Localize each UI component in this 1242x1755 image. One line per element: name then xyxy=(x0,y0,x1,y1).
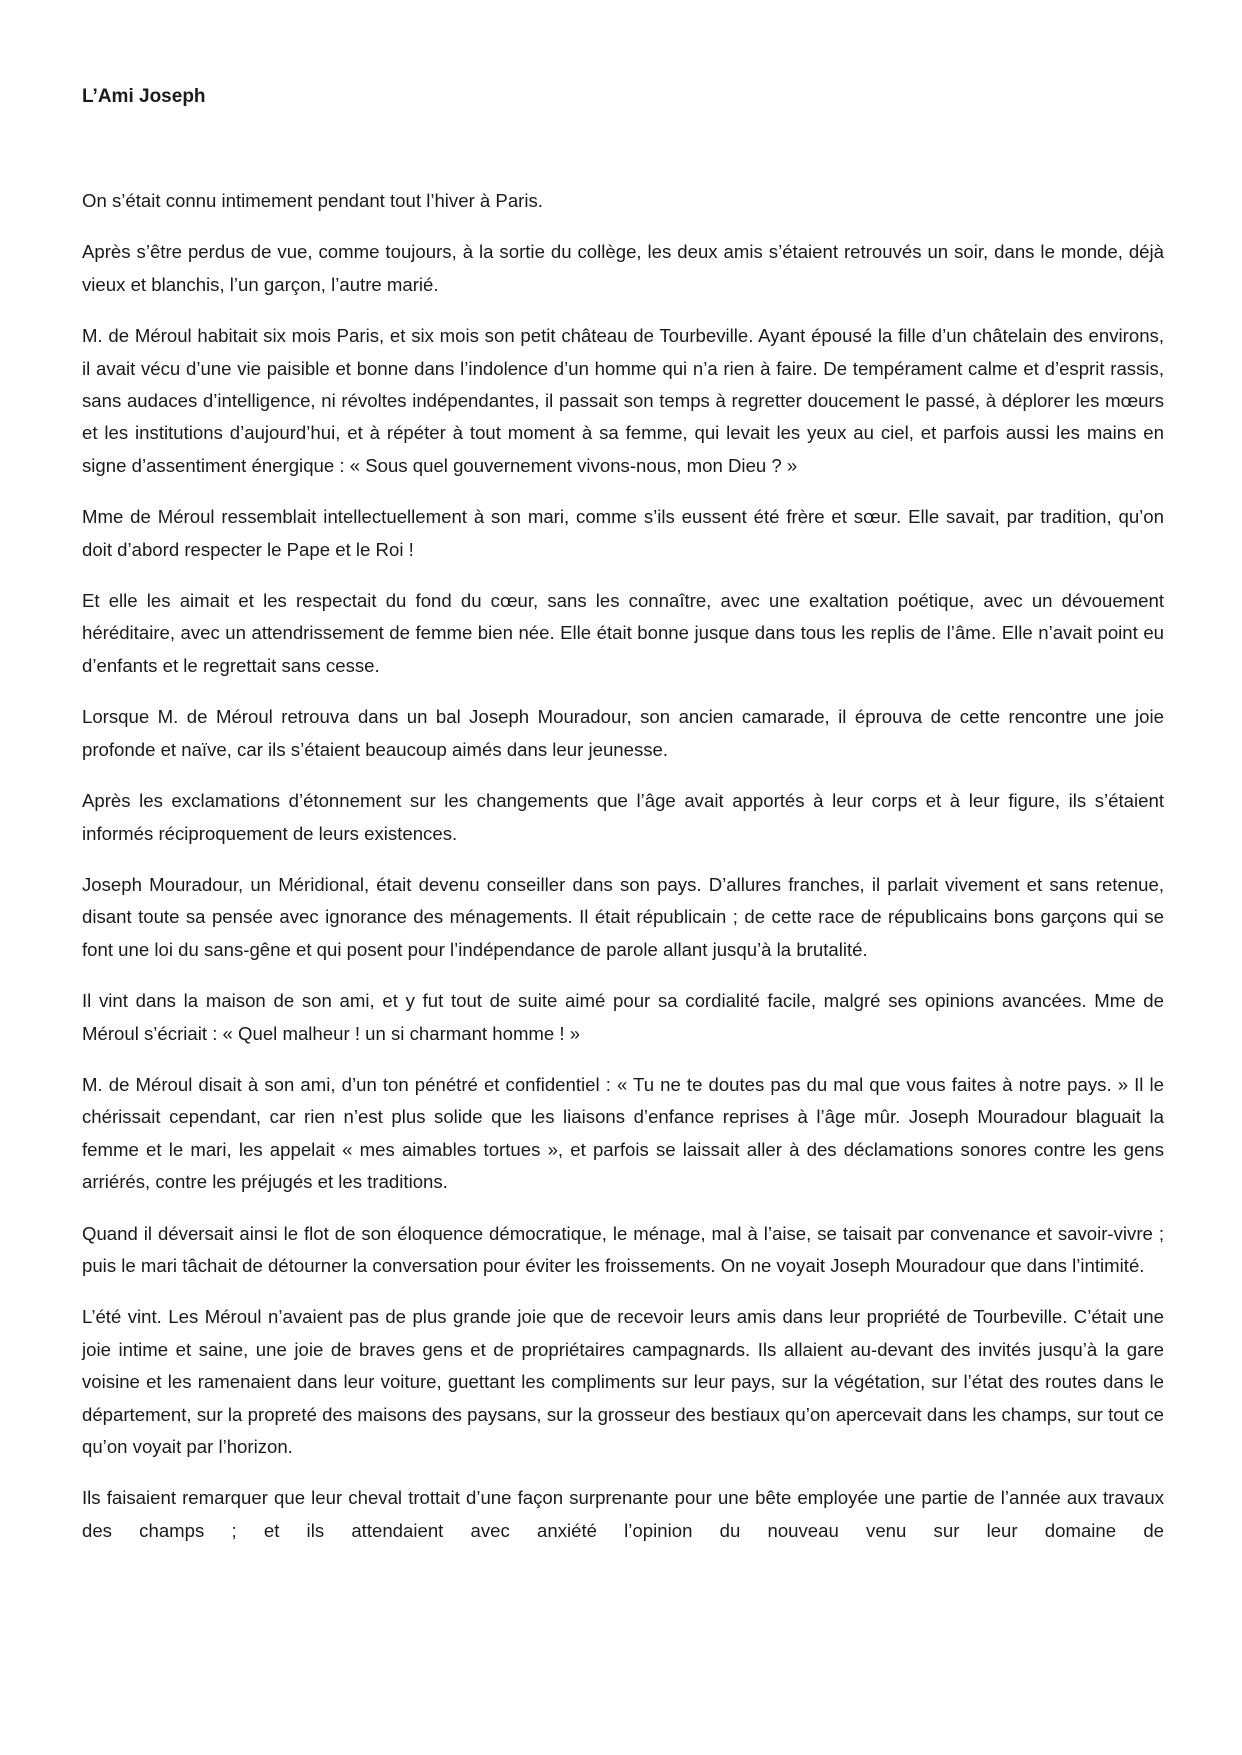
document-page xyxy=(82,83,1164,1566)
paragraph-2: Après s’être perdus de vue, comme toujours, à la sortie du collège, les deux amis s’étaient retrouvés un soir, dans le monde, déjà vieux et blanchis, l’un garçon, l’autre marié. xyxy=(82,241,1164,295)
paragraph-11: Quand il déversait ainsi le flot de son éloquence démocratique, le ménage, mal à l’aise, se taisait par convenance et savoir-vivre ; puis le mari tâchait de détourner la conversation pour éviter les froissements. On ne voyait Joseph Mouradour que dans l’intimité. xyxy=(82,1222,1164,1276)
paragraph-1: On s’était connu intimement pendant tout l’hiver à Paris. xyxy=(82,190,543,211)
paragraph-6: Lorsque M. de Méroul retrouva dans un bal Joseph Mouradour, son ancien camarade, il éprouva de cette rencontre une joie profonde et naïve, car ils s’étaient beaucoup aimés dans leur jeunesse. xyxy=(82,706,1164,760)
document-title: L’Ami Joseph xyxy=(82,86,206,107)
paragraph-5: Et elle les aimait et les respectait du fond du cœur, sans les connaître, avec une exaltation poétique, avec un dévouement héréditaire, avec un attendrissement de femme bien née. Elle était bonne jusque dans tous les replis de l’âme. Elle n’avait point eu d’enfants et le regrettait sans cesse. xyxy=(82,590,1164,676)
paragraph-8: Joseph Mouradour, un Méridional, était devenu conseiller dans son pays. D’allures franches, il parlait vivement et sans retenue, disant toute sa pensée avec ignorance des ménagements. Il était républicain ; de cette race de républicains bons garçons qui se font une loi du sans-gêne et qui posent pour l’indépendance de parole allant jusqu’à la brutalité. xyxy=(82,873,1164,960)
paragraph-9: Il vint dans la maison de son ami, et y fut tout de suite aimé pour sa cordialité facile, malgré ses opinions avancées. Mme de Méroul s’écriait : « Quel malheur ! un si charmant homme ! » xyxy=(82,990,1164,1044)
paragraph-10: M. de Méroul disait à son ami, d’un ton pénétré et confidentiel : « Tu ne te doutes pas du mal que vous faites à notre pays. » Il le chérissait cependant, car rien n’est plus solide que les liaisons d’enfance reprises à l’âge mûr. Joseph Mouradour blaguait la femme et le mari, les appelait « mes aimables tortues », et parfois se laissait aller à des déclamations sonores contre les gens arriérés, contre les préjugés et les traditions. xyxy=(82,1073,1164,1193)
paragraph-7: Après les exclamations d’étonnement sur les changements que l’âge avait apportés à leur corps et à leur figure, ils s’étaient informés réciproquement de leurs existences. xyxy=(82,790,1164,844)
paragraph-4: Mme de Méroul ressemblait intellectuellement à son mari, comme s’ils eussent été frère et sœur. Elle savait, par tradition, qu’on doit d’abord respecter le Pape et le Roi ! xyxy=(82,506,1164,560)
paragraph-12: L’été vint. Les Méroul n’avaient pas de plus grande joie que de recevoir leurs amis dans leur propriété de Tourbeville. C’était une joie intime et saine, une joie de braves gens et de propriétaires campagnards. Ils allaient au-devant des invités jusqu’à la gare voisine et les ramenaient dans leur voiture, guettant les compliments sur leur pays, sur la végétation, sur l’état des routes dans le département, sur la propreté des maisons des paysans, sur la grosseur des bestiaux qu’on apercevait dans les champs, sur tout ce qu’on voyait par l’horizon. xyxy=(82,1306,1164,1457)
paragraph-13: Ils faisaient remarquer que leur cheval trottait d’une façon surprenante pour une bête employée une partie de l’année aux travaux des champs ; et ils attendaient avec anxiété l’opinion du nouveau venu sur leur domaine de xyxy=(82,1487,1164,1541)
paragraph-3: M. de Méroul habitait six mois Paris, et six mois son petit château de Tourbeville. Ayant épousé la fille d’un châtelain des environs, il avait vécu d’une vie paisible et bonne dans l’indolence d’un homme qui n’a rien à faire. De tempérament calme et d’esprit rassis, sans audaces d’intelligence, ni révoltes indépendantes, il passait son temps à regretter doucement le passé, à déplorer les mœurs et les institutions d’aujourd’hui, et à répéter à tout moment à sa femme, qui levait les yeux au ciel, et parfois aussi les mains en signe d’assentiment énergique : « Sous quel gouvernement vivons-nous, mon Dieu ? » xyxy=(82,325,1164,476)
